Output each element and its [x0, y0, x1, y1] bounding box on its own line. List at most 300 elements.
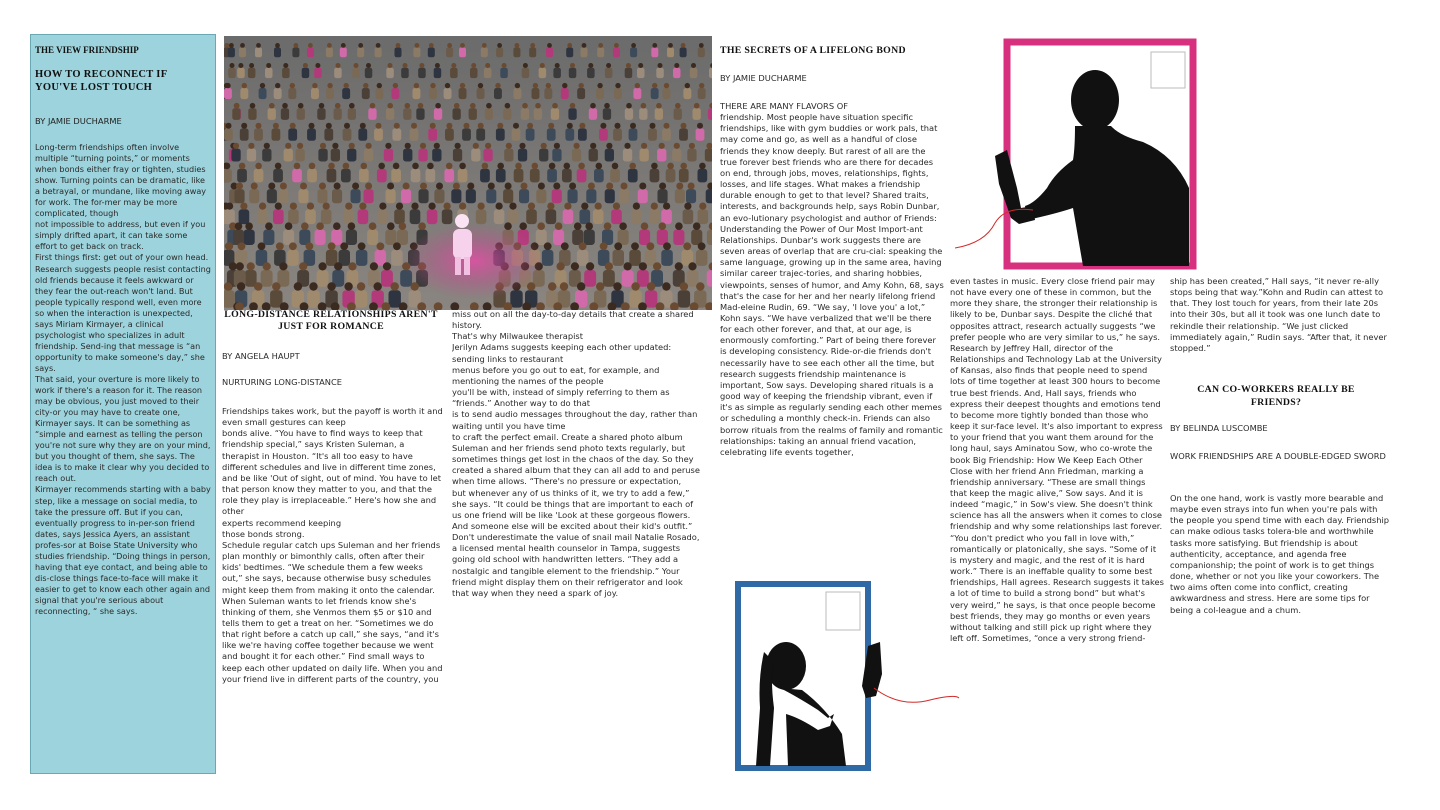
- crowd-person-head: [411, 282, 419, 290]
- crowd-person-body: [539, 149, 548, 162]
- crowd-person-head: [650, 123, 656, 129]
- crowd-person-head: [537, 222, 545, 230]
- crowd-person-head: [447, 43, 452, 48]
- crowd-person-body: [486, 189, 496, 203]
- crowd-person-body: [462, 128, 471, 140]
- crowd-person-body: [334, 68, 342, 78]
- spotlight-glow: [404, 223, 544, 299]
- crowd-person-head: [615, 83, 620, 88]
- article3-headline-block: [1178, 384, 1374, 409]
- article1-subhead: NURTURING LONG-DISTANCE: [222, 377, 342, 387]
- crowd-person-head: [240, 43, 245, 48]
- crowd-person-head: [225, 83, 230, 88]
- crowd-person-body: [392, 128, 401, 140]
- crowd-person-head: [675, 222, 683, 230]
- crowd-person-head: [574, 222, 582, 230]
- crowd-person-body: [298, 189, 308, 203]
- crowd-person-body: [453, 108, 461, 120]
- crowd-person-body: [273, 169, 283, 183]
- crowd-person-body: [410, 209, 421, 224]
- crowd-person-head: [647, 242, 655, 250]
- crowd-person-body: [274, 88, 282, 99]
- crowd-person-body: [391, 250, 403, 266]
- crowd-person-head: [276, 242, 284, 250]
- crowd-person-head: [570, 63, 575, 68]
- crowd-person-body: [584, 230, 595, 246]
- crowd-person-body: [656, 68, 664, 78]
- crowd-person-head: [254, 282, 262, 290]
- crowd-person-head: [446, 123, 452, 129]
- crowd-person-body: [224, 290, 234, 307]
- crowd-person-body: [572, 149, 581, 162]
- crowd-person-body: [496, 169, 506, 183]
- crowd-person-head: [396, 203, 403, 210]
- crowd-person-body: [384, 149, 393, 162]
- crowd-person-head: [488, 183, 495, 190]
- crowd-person-head: [674, 63, 679, 68]
- crowd-person-head: [515, 83, 520, 88]
- crowd-person-head: [698, 242, 706, 250]
- crowd-person-body: [224, 88, 232, 99]
- red-thread-bottom: [874, 688, 959, 702]
- crowd-person-head: [334, 183, 341, 190]
- crowd-person-head: [348, 222, 356, 230]
- crowd-person-head: [633, 203, 640, 210]
- crowd-person-head: [663, 203, 670, 210]
- crowd-person-body: [483, 149, 492, 162]
- crowd-person-body: [444, 88, 452, 99]
- crowd-person-head: [388, 63, 393, 68]
- crowd-person-head: [336, 63, 341, 68]
- crowd-person-head: [445, 83, 450, 88]
- crowd-person-body: [603, 108, 611, 120]
- crowd-person-body: [485, 108, 493, 120]
- crowd-person-body: [340, 48, 347, 58]
- crowd-person-body: [296, 149, 305, 162]
- crowd-person-head: [332, 143, 338, 149]
- crowd-person-head: [236, 183, 243, 190]
- crowd-person-head: [260, 83, 265, 88]
- crowd-person-body: [391, 88, 399, 99]
- crowd-person-body: [364, 149, 373, 162]
- crowd-person-body: [625, 68, 633, 78]
- crowd-person-body: [639, 108, 647, 120]
- crowd-person-head: [451, 63, 456, 68]
- crowd-person-head: [578, 163, 585, 170]
- crowd-person-head: [635, 83, 640, 88]
- crowd-person-head: [598, 43, 603, 48]
- crowd-person-body: [631, 209, 642, 224]
- crowd-person-head: [497, 43, 502, 48]
- crowd-person-body: [687, 149, 696, 162]
- article1-subhead-block: [222, 377, 440, 388]
- crowd-person-head: [303, 63, 308, 68]
- crowd-person-head: [515, 43, 520, 48]
- crowd-person-body: [611, 209, 622, 224]
- sidebar-body-column: [35, 142, 211, 617]
- crowd-person-body: [385, 230, 396, 246]
- crowd-person-head: [574, 143, 580, 149]
- crowd-person-head: [626, 63, 631, 68]
- crowd-person-head: [681, 123, 687, 129]
- crowd-person-head: [471, 63, 476, 68]
- crowd-person-body: [358, 128, 367, 140]
- crowd-person-body: [655, 108, 663, 120]
- sidebar-kicker: THE VIEW FRIENDSHIP: [35, 45, 139, 55]
- crowd-person-body: [678, 290, 690, 307]
- crowd-person-head: [327, 282, 335, 290]
- article3-byline-block: [1170, 423, 1390, 434]
- crowd-person-body: [683, 88, 691, 99]
- crowd-person-head: [567, 123, 573, 129]
- crowd-person-body: [661, 250, 673, 266]
- crowd-person-head: [519, 222, 527, 230]
- crowd-person-body: [562, 169, 572, 183]
- crowd-person-body: [605, 149, 614, 162]
- crowd-person-body: [403, 149, 412, 162]
- crowd-person-head: [606, 143, 612, 149]
- crowd-person-body: [240, 128, 249, 140]
- crowd-person-body: [428, 128, 437, 140]
- crowd-person-body: [536, 189, 546, 203]
- crowd-person-head: [552, 103, 558, 109]
- crowd-person-head: [614, 43, 619, 48]
- crowd-person-head: [236, 262, 244, 270]
- crowd-person-head: [316, 222, 324, 230]
- crowd-person-head: [241, 123, 247, 129]
- crowd-person-head: [579, 123, 585, 129]
- crowd-person-body: [593, 209, 604, 224]
- crowd-person-head: [630, 123, 636, 129]
- crowd-person-head: [699, 43, 704, 48]
- crowd-person-body: [249, 189, 259, 203]
- crowd-person-head: [290, 83, 295, 88]
- crowd-person-head: [641, 143, 647, 149]
- crowd-person-head: [478, 123, 484, 129]
- crowd-person-head: [652, 83, 657, 88]
- crowd-person-head: [255, 163, 262, 170]
- crowd-person-head: [688, 262, 696, 270]
- blue-frame-illustration: [730, 578, 960, 774]
- crowd-person-head: [604, 222, 612, 230]
- crowd-person-body: [434, 189, 444, 203]
- crowd-person-body: [255, 48, 262, 58]
- crowd-person-head: [264, 143, 270, 149]
- crowd-person-head: [590, 143, 596, 149]
- crowd-person-body: [663, 88, 671, 99]
- crowd-person-body: [395, 48, 402, 58]
- crowd-person-body: [657, 149, 666, 162]
- crowd-person-head: [659, 183, 666, 190]
- crowd-person-head: [283, 63, 288, 68]
- crowd-person-body: [613, 250, 625, 266]
- crowd-person-head: [340, 242, 348, 250]
- crowd-person-head: [341, 43, 346, 48]
- crowd-person-head: [405, 143, 411, 149]
- crowd-person-head: [319, 103, 325, 109]
- crowd-person-body: [232, 108, 240, 120]
- crowd-person-head: [358, 43, 363, 48]
- crowd-person-head: [344, 83, 349, 88]
- crowd-person-body: [307, 48, 314, 58]
- crowd-person-body: [267, 189, 277, 203]
- crowd-person-body: [367, 230, 378, 246]
- crowd-person-body: [257, 209, 268, 224]
- crowd-person-head: [613, 203, 620, 210]
- crowd-person-body: [278, 189, 288, 203]
- crowd-person-head: [562, 83, 567, 88]
- crowd-person-body: [605, 68, 613, 78]
- crowd-person-head: [394, 123, 400, 129]
- crowd-person-head: [658, 63, 663, 68]
- crowd-person-head: [435, 103, 441, 109]
- article2-column-1: [720, 101, 944, 573]
- crowd-person-head: [344, 123, 350, 129]
- crowd-person-head: [569, 183, 576, 190]
- crowd-person-head: [555, 63, 560, 68]
- crowd-person-head: [454, 103, 460, 109]
- crowd-person-body: [368, 108, 376, 120]
- crowd-person-head: [651, 163, 658, 170]
- crowd-person-body: [416, 108, 424, 120]
- crowd-person-head: [455, 143, 461, 149]
- crowd-person-head: [664, 83, 669, 88]
- crowd-person-head: [651, 203, 658, 210]
- crowd-person-head: [393, 83, 398, 88]
- crowd-person-body: [661, 209, 672, 224]
- crowd-person-head: [245, 222, 253, 230]
- crowd-person-body: [496, 48, 503, 58]
- crowd-person-head: [570, 103, 576, 109]
- crowd-person-head: [685, 83, 690, 88]
- article1-col2-text: miss out on all the day-to-day details that create a shared history. That's why Milwaukee therapist Jerilyn Adams suggests keeping each other updated: sending links to restaurant menus before you go out to eat, for example, and mentioning the names of the people you'll be with, instead of simply referring to them as “friends.” Another way to do that is to send audio messages throughout the day, rather than waiting until you have time to craft the perfect email. Create a shared photo album Suleman and her friends send photo texts regularly, but sometimes things get lost in the chaos of the day. So they created a shared album that they can all add to and peruse when time allows. “There's no pressure or expectation, but whenever any of us thinks of it, we try to add a few,” she says. “It could be things that are important to each of us one friend will be like 'Look at these gorgeous flowers. And someone else will be excited about their kid's outfit.” Don't underestimate the value of snail mail Natalie Rosado, a licensed mental health counselor in Tampa, suggests going old school with handwritten letters. “They add a nostalgic and tangible element to the friendship.” Your friend might display them on their refrigerator and look that way when they need a spark of joy.: [452, 309, 700, 598]
- crowd-person-body: [302, 68, 310, 78]
- crowd-person-head: [691, 63, 696, 68]
- crowd-person-head: [387, 103, 393, 109]
- crowd-person-head: [554, 143, 560, 149]
- crowd-person-body: [530, 169, 540, 183]
- crowd-person-body: [356, 250, 368, 266]
- crowd-person-head: [369, 222, 377, 230]
- crowd-person-head: [275, 203, 282, 210]
- crowd-person-body: [317, 189, 327, 203]
- crowd-person-body: [292, 48, 299, 58]
- crowd-person-head: [523, 63, 528, 68]
- crowd-person-body: [307, 290, 319, 307]
- crowd-person-body: [496, 128, 505, 140]
- crowd-person-body: [228, 48, 235, 58]
- article1-headline-block: [222, 309, 440, 333]
- crowd-person-body: [599, 128, 608, 140]
- crowd-person-head: [250, 103, 256, 109]
- crowd-person-body: [708, 108, 712, 120]
- crowd-person-body: [434, 68, 442, 78]
- crowd-person-body: [459, 48, 466, 58]
- crowd-person-body: [586, 189, 596, 203]
- crowd-person-body: [348, 108, 356, 120]
- crowd-person-head: [600, 242, 608, 250]
- article2-col3-text: ship has been created,” Hall says, “it never re-ally stops being that way.”Kohn and Rudin can attest to that. They lost touch for years, from their late 20s into their 30s, but all it took was one lunch date to rekindle their relationship. “We just clicked immediately again,” Rudin says. “After that, it never stopped.”: [1170, 276, 1387, 353]
- crowd-person-head: [683, 242, 691, 250]
- crowd-person-head: [502, 63, 507, 68]
- crowd-person-body: [589, 108, 597, 120]
- crowd-person-body: [698, 209, 709, 224]
- crowd-person-head: [391, 282, 399, 290]
- crowd-person-body: [651, 88, 659, 99]
- crowd-person-head: [348, 262, 356, 270]
- crowd-person-body: [432, 149, 441, 162]
- crowd-person-head: [652, 43, 657, 48]
- crowd-person-body: [584, 270, 596, 287]
- crowd-person-head: [675, 103, 681, 109]
- crowd-person-head: [298, 103, 304, 109]
- crowd-person-body: [288, 128, 297, 140]
- crowd-person-head: [659, 222, 667, 230]
- crowd-person-body: [284, 149, 293, 162]
- crowd-person-head: [647, 282, 655, 290]
- crowd-person-head: [405, 103, 411, 109]
- crowd-person-body: [630, 48, 637, 58]
- crowd-person-head: [345, 203, 352, 210]
- crowd-person-head: [285, 222, 293, 230]
- crowd-person-head: [403, 183, 410, 190]
- crowd-person-body: [546, 209, 557, 224]
- crowd-person-head: [641, 103, 647, 109]
- crowd-person-body: [451, 189, 461, 203]
- article1-column-1: [222, 406, 444, 768]
- crowd-person-body: [518, 149, 527, 162]
- crowd-person-body: [568, 189, 578, 203]
- crowd-person-head: [676, 183, 683, 190]
- crowd-person-body: [254, 169, 264, 183]
- crowd-person-head: [538, 183, 545, 190]
- crowd-person-body: [446, 48, 453, 58]
- crowd-person-head: [579, 83, 584, 88]
- crowd-person-head: [376, 123, 382, 129]
- crowd-person-body: [578, 128, 587, 140]
- crowd-person-head: [393, 242, 401, 250]
- crowd-person-head: [248, 143, 254, 149]
- crowd-person-head: [675, 262, 683, 270]
- crowd-person-head: [420, 183, 427, 190]
- crowd-person-head: [412, 163, 419, 170]
- crowd-person-body: [343, 128, 352, 140]
- crowd-person-head: [419, 63, 424, 68]
- crowd-person-body: [649, 209, 660, 224]
- crowd-person-head: [275, 43, 280, 48]
- crowd-person-head: [668, 43, 673, 48]
- crowd-person-head: [327, 83, 332, 88]
- crowd-person-head: [370, 262, 378, 270]
- crowd-person-head: [613, 282, 621, 290]
- crowd-person-body: [418, 149, 427, 162]
- crowd-person-head: [547, 203, 554, 210]
- crowd-person-body: [248, 68, 256, 78]
- crowd-person-head: [699, 83, 704, 88]
- crowd-person-body: [386, 189, 396, 203]
- crowd-person-body: [377, 169, 387, 183]
- crowd-person-body: [638, 189, 648, 203]
- crowd-person-body: [419, 189, 429, 203]
- crowd-person-body: [675, 189, 685, 203]
- crowd-person-head: [269, 103, 275, 109]
- crowd-person-body: [639, 230, 650, 246]
- crowd-person-head: [699, 203, 706, 210]
- crowd-person-body: [307, 169, 317, 183]
- article3-headline: CAN CO-WORKERS REALLY BE FRIENDS?: [1197, 384, 1355, 408]
- crowd-person-head: [629, 163, 636, 170]
- crowd-person-head: [436, 183, 443, 190]
- crowd-person-body: [706, 189, 712, 203]
- crowd-person-body: [442, 209, 453, 224]
- crowd-person-head: [306, 242, 314, 250]
- crowd-person-head: [226, 203, 233, 210]
- crowd-person-body: [324, 128, 333, 140]
- crowd-person-head: [357, 282, 365, 290]
- crowd-person-body: [358, 209, 369, 224]
- crowd-person-body: [613, 48, 620, 58]
- crowd-person-body: [326, 48, 333, 58]
- pink-frame-illustration: [955, 38, 1200, 270]
- crowd-person-body: [413, 48, 420, 58]
- crowd-person-head: [597, 83, 602, 88]
- crowd-person-body: [281, 108, 289, 120]
- crowd-person-body: [273, 209, 284, 224]
- crowd-person-body: [411, 169, 421, 183]
- crowd-person-head: [585, 222, 593, 230]
- crowd-person-head: [506, 143, 512, 149]
- crowd-person-head: [496, 203, 503, 210]
- crowd-person-body: [544, 88, 552, 99]
- crowd-person-body: [397, 230, 408, 246]
- crowd-person-body: [651, 48, 658, 58]
- crowd-person-body: [503, 108, 511, 120]
- sidebar-headline: HOW TO RECONNECT IF YOU'VE LOST TOUCH: [35, 69, 168, 93]
- article2-byline-block: [720, 73, 940, 84]
- crowd-person-body: [364, 189, 374, 203]
- crowd-person-head: [361, 163, 368, 170]
- crowd-person-body: [394, 209, 405, 224]
- article3-column: [1170, 493, 1392, 653]
- crowd-person-head: [429, 43, 434, 48]
- crowd-person-body: [240, 88, 248, 99]
- crowd-person-body: [680, 48, 687, 58]
- crowd-person-head: [414, 83, 419, 88]
- crowd-person-body: [362, 88, 370, 99]
- crowd-person-body: [512, 128, 521, 140]
- crowd-person-body: [536, 230, 547, 246]
- article3-subhead-block: [1170, 451, 1390, 462]
- crowd-person-head: [238, 63, 243, 68]
- crowd-person-head: [334, 262, 342, 270]
- crowd-person-body: [476, 209, 487, 224]
- crowd-person-body: [444, 169, 454, 183]
- crowd-person-head: [588, 63, 593, 68]
- crowd-person-head: [289, 242, 297, 250]
- crowd-person-head: [238, 242, 246, 250]
- crowd-person-head: [478, 83, 483, 88]
- crowd-person-head: [240, 203, 247, 210]
- crowd-person-head: [256, 123, 262, 129]
- crowd-person-head: [263, 262, 271, 270]
- article2-col1-text: THERE ARE MANY FLAVORS OF friendship. Most people have situation specific friendships, like with gym buddies or work pals, that may come and go, as well as a handful of close friends they know deeply. But rarest of all are the true forever best friends who are there for decades on end, through jobs, moves, relationships, fights, losses, and life stages. What makes a friendship durable enough to get to that level? Shared traits, interests, and backgrounds help, says Robin Dunbar, an evo-lutionary psychologist and author of Friends: Understanding the Power of Our Most Import-ant Relationships. Dunbar's work suggests there are seven areas of overlap that are cru-cial: speaking the same language, growing up in the same area, having similar career trajec-tories, and sharing hobbies, viewpoints, senses of humor, and Amy Kohn, 68, says that's the case for her and her nearly lifelong friend Mad-eleine Rudin, 69. “We say, 'I love you' a lot,” Kohn says. “We have verbalized that we'll be there for each other forever, and that, at our age, is enormously comforting.” Part of being there forever is developing consistency. Ride-or-die friends don't necessarily have to see each other all the time, but research suggests friendship maintenance is important, Sow says. Developing shared rituals is a good way of keeping the friendship vibrant, even if it's as simple as regularly sending each other memes or scheduling a monthly check-in. Friends can also borrow rituals from the realms of family and romantic relationships: taking an annual friend vacation, celebrating life events together,: [720, 101, 944, 457]
- crowd-person-body: [521, 108, 529, 120]
- crowd-person-body: [539, 68, 547, 78]
- crowd-person-head: [320, 143, 326, 149]
- article1-byline-block: [222, 351, 440, 362]
- crowd-person-head: [615, 123, 621, 129]
- crowd-person-body: [553, 230, 564, 246]
